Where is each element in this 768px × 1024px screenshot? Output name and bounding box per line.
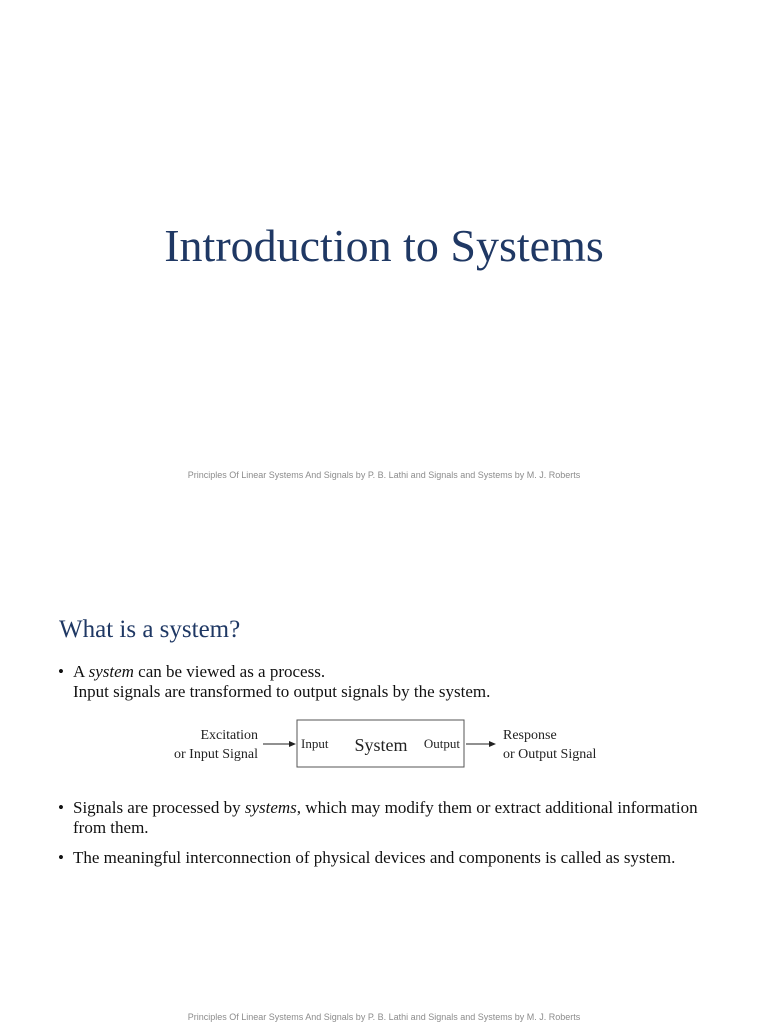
bullet-text: A [73, 662, 89, 681]
bullet-interconnection [58, 848, 723, 868]
bullet-text: , which may modify them or extract additional information from them. [73, 798, 698, 837]
system-block-diagram [0, 512, 768, 1024]
bullet-text: Signals are processed by [73, 798, 245, 817]
input-signal-label: or Input Signal [174, 747, 258, 762]
response-label: Response [503, 728, 557, 743]
bullet-emphasis: systems [244, 798, 297, 817]
bullet-text: The meaningful interconnection of physical devices and components is called as system. [73, 848, 676, 867]
excitation-label: Excitation [200, 728, 258, 743]
slide-title: Introduction to Systems [164, 220, 604, 271]
slide-heading: What is a system? [59, 616, 241, 643]
input-label: Input [301, 736, 329, 751]
bullet-emphasis: system [88, 662, 134, 681]
output-arrowhead [489, 741, 496, 747]
input-arrowhead [289, 741, 296, 747]
content-slide [0, 512, 768, 1024]
bullet-signals-processed [58, 798, 723, 838]
bullet-text: Input signals are transformed to output signals by the system. [73, 682, 491, 701]
output-signal-label: or Output Signal [503, 747, 597, 762]
slide-footer: Principles Of Linear Systems And Signals by P. B. Lathi and Signals and Systems by M. J. Roberts [187, 470, 581, 480]
bullet-text: can be viewed as a process. [133, 662, 326, 681]
system-label: System [354, 735, 408, 755]
output-label: Output [423, 736, 460, 751]
slide-footer: Principles Of Linear Systems And Signals by P. B. Lathi and Signals and Systems by M. J. Roberts [187, 1012, 581, 1022]
